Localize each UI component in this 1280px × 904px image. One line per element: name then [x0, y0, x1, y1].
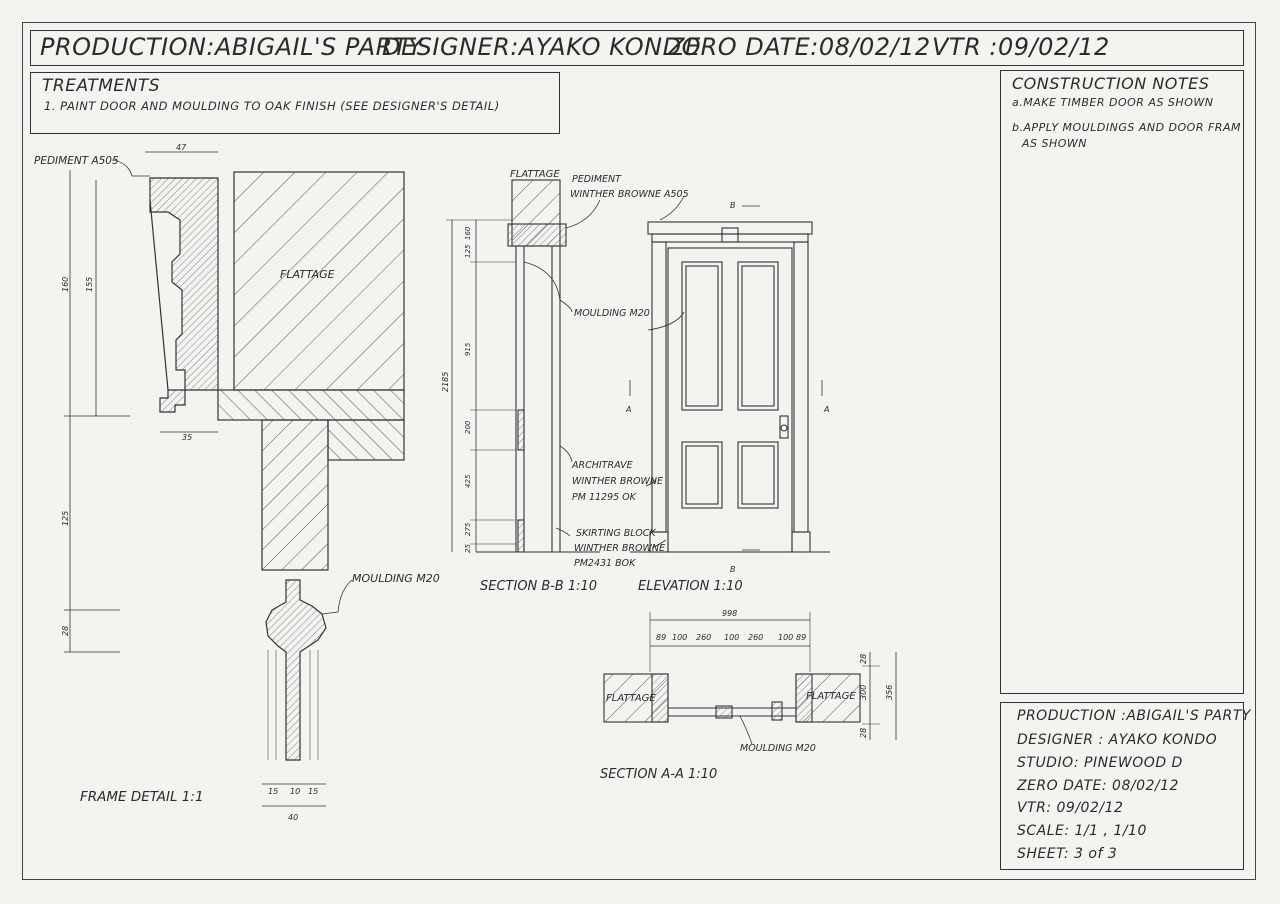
caption-elevation: ELEVATION 1:10 [638, 579, 743, 594]
dim-aa-28a: 28 [859, 653, 868, 664]
elevation-drawing [630, 196, 830, 552]
dim-bb-275: 275 [464, 522, 472, 536]
construction-note-b2: AS SHOWN [1022, 137, 1088, 150]
title-block-designer: DESIGNER : AYAKO KONDO [1017, 732, 1218, 748]
dim-47: 47 [176, 143, 187, 152]
dim-2185: 2185 [441, 371, 450, 392]
caption-section-bb: SECTION B-B 1:10 [480, 579, 598, 594]
label-architrave3: PM 11295 OK [572, 492, 636, 503]
dim-aa-89a: 89 [656, 633, 667, 642]
title-block-studio: STUDIO: PINEWOOD D [1017, 755, 1183, 771]
title-block-production: PRODUCTION :ABIGAIL'S PARTY [1017, 708, 1251, 724]
dim-aa-260b: 260 [748, 633, 764, 642]
label-flattage-bb: FLATTAGE [510, 169, 560, 180]
treatments-item: 1. PAINT DOOR AND MOULDING TO OAK FINISH (SEE DESIGNER'S DETAIL) [44, 99, 500, 113]
label-moulding-aa: MOULDING M20 [740, 743, 816, 754]
dim-aa-89b: 89 [796, 633, 807, 642]
dim-35: 35 [182, 433, 193, 442]
header-designer: DESIGNER:AYAKO KONDO [382, 33, 701, 61]
construction-note-a: a.MAKE TIMBER DOOR AS SHOWN [1012, 96, 1214, 109]
dim-bb-25: 25 [464, 544, 472, 553]
frame-detail-drawing [64, 152, 404, 806]
label-pediment-a505: PEDIMENT A505 [34, 155, 119, 167]
title-block-scale: SCALE: 1/1 , 1/10 [1017, 823, 1147, 839]
title-block-vtr: VTR: 09/02/12 [1017, 800, 1124, 816]
label-skirting2: WINTHER BROWNE [574, 543, 665, 554]
construction-note-b1: b.APPLY MOULDINGS AND DOOR FRAM [1012, 121, 1241, 134]
elevation-b-bottom: B [730, 565, 736, 574]
label-flattage-aa-right: FLATTAGE [806, 691, 856, 702]
dim-aa-300: 300 [859, 684, 868, 700]
dim-15b: 15 [308, 787, 319, 796]
dim-bb-125: 125 [464, 244, 472, 258]
treatments-title: TREATMENTS [42, 76, 161, 96]
dim-125: 125 [61, 510, 70, 526]
label-moulding-frame: MOULDING M20 [352, 572, 440, 585]
dim-10: 10 [290, 787, 301, 796]
dim-aa-100b: 100 [724, 633, 740, 642]
dim-40: 40 [288, 813, 299, 822]
dim-aa-100a: 100 [672, 633, 688, 642]
dim-160: 160 [61, 276, 70, 292]
label-pediment-bb1: PEDIMENT [572, 174, 621, 185]
elevation-b-top: B [730, 201, 736, 210]
label-architrave2: WINTHER BROWNE [572, 476, 663, 487]
dim-aa-28b: 28 [859, 727, 868, 738]
elevation-a-left: A [626, 405, 632, 414]
dim-28: 28 [61, 625, 70, 636]
label-skirting1: SKIRTING BLOCK [576, 528, 656, 539]
dim-bb-200: 200 [464, 420, 472, 434]
label-moulding-bb: MOULDING M20 [574, 308, 650, 319]
section-aa-drawing [604, 612, 896, 744]
dim-998: 998 [722, 609, 738, 618]
header-zero-date: ZERO DATE:08/02/12 [668, 33, 931, 61]
dim-15a: 15 [268, 787, 279, 796]
label-pediment-bb2: WINTHER BROWNE A505 [570, 189, 689, 200]
dim-aa-260a: 260 [696, 633, 712, 642]
dim-aa-100c: 100 [778, 633, 794, 642]
label-flattage-aa-left: FLATTAGE [606, 693, 656, 704]
caption-section-aa: SECTION A-A 1:10 [600, 767, 718, 782]
dim-155: 155 [85, 276, 94, 292]
dim-bb-915: 915 [464, 342, 472, 356]
elevation-a-right: A [824, 405, 830, 414]
label-flattage-frame: FLATTAGE [280, 268, 335, 281]
dim-bb-425: 425 [464, 474, 472, 488]
title-block-zero-date: ZERO DATE: 08/02/12 [1017, 778, 1179, 794]
header-production: PRODUCTION:ABIGAIL'S PARTY [40, 33, 424, 61]
caption-frame-detail: FRAME DETAIL 1:1 [80, 789, 204, 805]
dim-bb-160: 160 [464, 226, 472, 240]
header-vtr: VTR :09/02/12 [932, 33, 1110, 61]
construction-notes-title: CONSTRUCTION NOTES [1012, 74, 1210, 93]
dim-aa-356: 356 [885, 684, 894, 700]
title-block-sheet: SHEET: 3 of 3 [1017, 846, 1118, 862]
label-skirting3: PM2431 BOK [574, 558, 636, 569]
label-architrave1: ARCHITRAVE [572, 460, 633, 471]
